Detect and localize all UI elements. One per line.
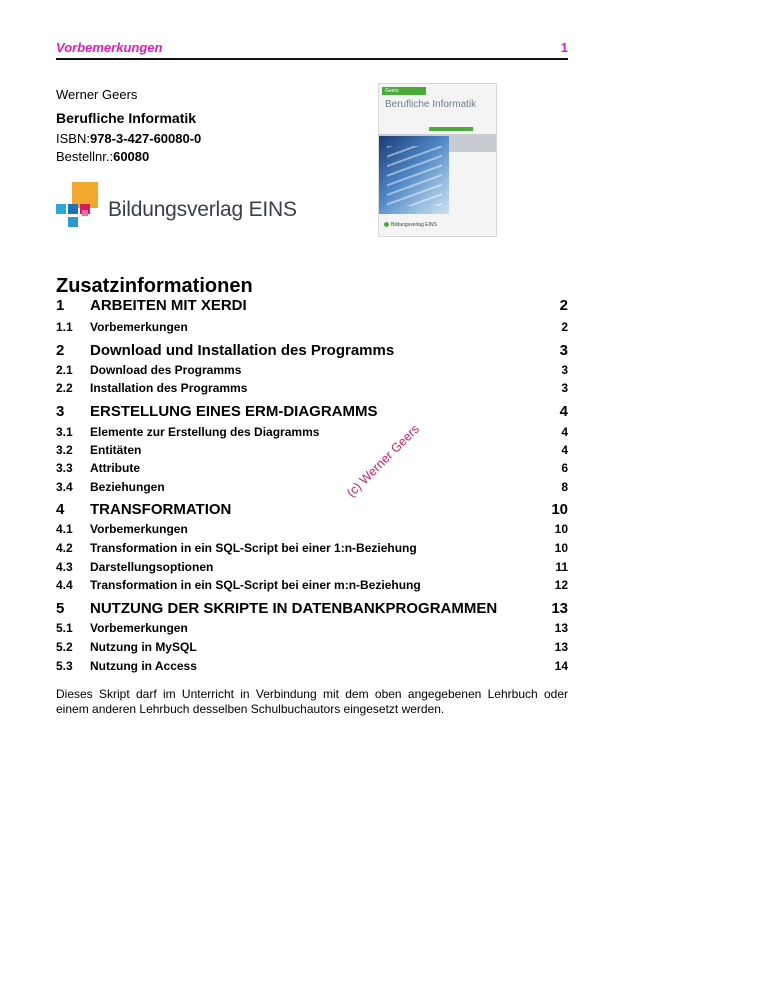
toc-entry bbox=[56, 600, 568, 620]
toc-page: 2 bbox=[559, 297, 568, 314]
cover-accent-bar bbox=[429, 127, 473, 131]
toc-title: Download und Installation des Programms bbox=[90, 342, 395, 359]
toc-title: Vorbemerkungen bbox=[90, 320, 188, 334]
cover-author-tag: Geers bbox=[382, 87, 426, 95]
toc-page: 3 bbox=[561, 381, 568, 395]
toc-number: 5.2 bbox=[56, 640, 73, 654]
toc-title: Darstellungsoptionen bbox=[90, 560, 214, 574]
toc-entry bbox=[56, 522, 568, 538]
toc-page: 13 bbox=[554, 640, 568, 654]
toc-entry bbox=[56, 425, 568, 441]
toc-page: 4 bbox=[561, 425, 568, 439]
book-title: Berufliche Informatik bbox=[56, 110, 197, 126]
toc-number: 5 bbox=[56, 600, 65, 617]
header-rule bbox=[56, 58, 568, 60]
header-title: Vorbemerkungen bbox=[56, 40, 163, 55]
toc-entry bbox=[56, 297, 568, 317]
book-author: Werner Geers bbox=[56, 87, 138, 102]
toc-page: 4 bbox=[561, 443, 568, 457]
toc-number: 2.2 bbox=[56, 381, 73, 395]
toc-entry bbox=[56, 659, 568, 675]
toc-number: 2.1 bbox=[56, 363, 73, 377]
toc-title: Elemente zur Erstellung des Diagramms bbox=[90, 425, 320, 439]
toc-page: 10 bbox=[551, 501, 568, 518]
toc-page: 13 bbox=[554, 621, 568, 635]
book-order-number bbox=[56, 149, 149, 164]
toc-title: Download des Programms bbox=[90, 363, 242, 377]
toc-number: 4.1 bbox=[56, 522, 73, 536]
book-isbn bbox=[56, 131, 201, 146]
toc-entry bbox=[56, 461, 568, 477]
toc-title: Installation des Programms bbox=[90, 381, 248, 395]
toc-entry bbox=[56, 640, 568, 656]
toc-title: NUTZUNG DER SKRIPTE IN DATENBANKPROGRAMMEN bbox=[90, 600, 498, 617]
header-page-number: 1 bbox=[560, 40, 568, 55]
toc-title: Nutzung in Access bbox=[90, 659, 197, 673]
toc-page: 10 bbox=[554, 522, 568, 536]
toc-number: 3.3 bbox=[56, 461, 73, 475]
cover-publisher-dot-icon bbox=[384, 222, 389, 227]
toc-entry bbox=[56, 320, 568, 336]
footer-note: Dieses Skript darf im Unterricht in Verbindung mit dem oben angegebenen Lehrbuch oder einem anderen Lehrbuch desselben Schulbuchautors eingesetzt werden. bbox=[56, 687, 568, 716]
toc-page: 10 bbox=[554, 541, 568, 555]
toc-number: 1.1 bbox=[56, 320, 73, 334]
cover-photo bbox=[379, 136, 449, 214]
toc-entry bbox=[56, 403, 568, 423]
toc-number: 3 bbox=[56, 403, 65, 420]
toc-title: Vorbemerkungen bbox=[90, 522, 188, 536]
isbn-label: ISBN: bbox=[56, 131, 90, 146]
order-value: 60080 bbox=[113, 149, 150, 164]
toc-entry bbox=[56, 363, 568, 379]
book-cover-image bbox=[378, 83, 497, 237]
toc-entry bbox=[56, 501, 568, 521]
toc-page: 3 bbox=[559, 342, 568, 359]
toc-number: 4.3 bbox=[56, 560, 73, 574]
toc-number: 3.1 bbox=[56, 425, 73, 439]
toc-page: 4 bbox=[559, 403, 568, 420]
watermark: (c) Werner Geers bbox=[344, 421, 423, 500]
toc-page: 12 bbox=[554, 578, 568, 592]
toc-number: 4.4 bbox=[56, 578, 73, 592]
toc-number: 4.2 bbox=[56, 541, 73, 555]
toc-entry bbox=[56, 480, 568, 496]
toc-title: TRANSFORMATION bbox=[90, 501, 232, 518]
toc-entry bbox=[56, 578, 568, 594]
toc-entry bbox=[56, 443, 568, 459]
isbn-value: 978-3-427-60080-0 bbox=[89, 131, 202, 146]
toc-number: 5.1 bbox=[56, 621, 73, 635]
toc-title: Nutzung in MySQL bbox=[90, 640, 197, 654]
toc-entry bbox=[56, 342, 568, 362]
page-header bbox=[56, 40, 568, 60]
toc-page: 3 bbox=[561, 363, 568, 377]
toc-number: 2 bbox=[56, 342, 65, 359]
toc-title: Transformation in ein SQL-Script bei einer 1:n-Beziehung bbox=[90, 541, 417, 555]
toc-page: 6 bbox=[561, 461, 568, 475]
toc-title: Vorbemerkungen bbox=[90, 621, 188, 635]
publisher-logo bbox=[56, 182, 306, 232]
section-heading: Zusatzinformationen bbox=[56, 275, 253, 297]
toc-number: 3.4 bbox=[56, 480, 73, 494]
toc-number: 3.2 bbox=[56, 443, 73, 457]
toc-title: ARBEITEN MIT XERDI bbox=[90, 297, 247, 314]
toc-title: ERSTELLUNG EINES ERM-DIAGRAMMS bbox=[90, 403, 378, 420]
order-label: Bestellnr.: bbox=[56, 149, 114, 164]
toc-page: 2 bbox=[561, 320, 568, 334]
publisher-name: Bildungsverlag EINS bbox=[108, 198, 297, 221]
toc-title: Entitäten bbox=[90, 443, 142, 457]
toc-page: 8 bbox=[561, 480, 568, 494]
publisher-mark-icon bbox=[56, 182, 102, 232]
toc-page: 11 bbox=[555, 560, 568, 574]
toc-number: 4 bbox=[56, 501, 65, 518]
cover-publisher: Bildungsverlag EINS bbox=[391, 222, 437, 228]
toc-entry bbox=[56, 541, 568, 557]
toc-title: Beziehungen bbox=[90, 480, 165, 494]
toc-number: 1 bbox=[56, 297, 65, 314]
toc-entry bbox=[56, 621, 568, 637]
toc-title: Transformation in ein SQL-Script bei einer m:n-Beziehung bbox=[90, 578, 421, 592]
toc-page: 13 bbox=[551, 600, 568, 617]
toc-entry bbox=[56, 381, 568, 397]
toc-number: 5.3 bbox=[56, 659, 73, 673]
cover-title: Berufliche Informatik bbox=[385, 99, 477, 110]
toc-entry bbox=[56, 560, 568, 576]
toc-title: Attribute bbox=[90, 461, 140, 475]
toc-page: 14 bbox=[554, 659, 568, 673]
